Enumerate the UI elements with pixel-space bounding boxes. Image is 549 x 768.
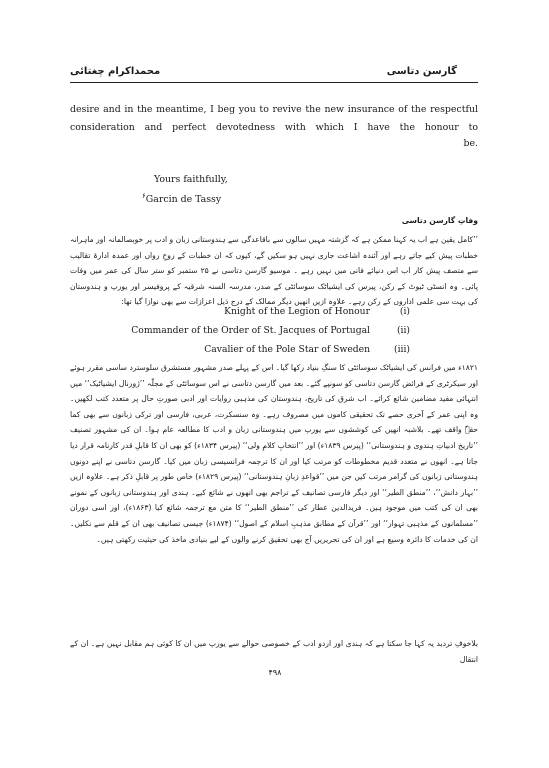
letter-signature [142,192,221,205]
header-rule [70,82,478,83]
honour-item [140,306,410,320]
section-heading: وفاتِ گارسن دتاسی [401,216,478,225]
urdu-paragraph-3: بلاخوفِ تردید یہ کہا جا سکتا ہے کہ ہندی اور اردو ادب کے خصوصی حوالے سے یورپ میں ان کا کوئی ہم مقابل نہیں ہے۔ ان کے انتقال [70,639,478,664]
honour-title: Cavalier of the Pole Star of Sweden [204,344,370,355]
letter-valediction: Yours faithfully, [154,174,228,185]
honour-item [131,325,410,339]
urdu-paragraph-2: ۱۸۲۱ء میں فرانس کی ایشیاٹک سوسائٹی کا سنگِ بنیاد رکھا گیا۔ اس کے پہلے صدر مشہور مستشرق سلوسترد ساسی مقرر ہوئے اور سیکرٹری کے فرائض گارسن دتاسی کو سونپے گئے۔ بعد میں گارسن دتاسی نے اس سوسائٹی کے مجلّہ ’’ژورنال ایشیاٹیک‘‘ میں انتہائی مفید مضامین شائع کرائے۔ اب شرق کی تاریخ، ہندوستان کی مذہبی روایات اور ادبی صورتِ حال پر متعدد کتب لکھیں۔ وہ اپنی عمر کے آخری حصے تک تحقیقی کاموں میں مصروف رہے۔ وہ سنسکرت، عربی، فارسی اور ترکی زبانوں سے بھی کما حقہٗ واقف تھے۔ بلاشبہ انھیں کی کوششوں سے یورپ میں ہندوستانی زبان و ادب کا مطالعہ عام ہوا۔ ان کی مشہور تصنیف ’’تاریخ ادبیاتِ ہندوی و ہندوستانی‘‘ (پیرس ۱۸۳۹ء) اور ’’انتخابِ کلامِ ولی‘‘ (پیرس ۱۸۳۴ء) کو بھی ان کا قابلِ قدر کارنامہ قرار دیا جاتا ہے۔ انھوں نے متعدد قدیم مخطوطات کو مرتب کیا اور ان کا ترجمہ فرانسیسی زبان میں کیا۔ گارسن دتاسی نے اپنے دونوں ہندوستانی زبانوں کی گرامر مرتب کیں جن میں ’’قواعدِ زبانِ ہندوستانی‘‘ (پیرس ۱۸۲۹ء) خاص طور پر قابلِ ذکر ہے۔ علاوہ ازیں ’’بہار دانش‘‘، ’’منطق الطیر‘‘ اور دیگر فارسی تصانیف کے تراجم بھی انھوں نے شائع کیے۔ ہندی اور ہندوستانی زبانوں کے نمونے بھی ان کی کتب میں موجود ہیں۔ فریدالدین عطار کی ’’منطق الطیر‘‘ کا متن مع ترجمہ شائع کیا (۱۸۶۳ء)، اور اسی دوران ’’مسلمانوں کے مذہبی تہوار‘‘ اور ’’قرآن کے مطابق مذہبِ اسلام کے اصول‘‘ (۱۸۷۴ء) جیسی تصانیف بھی ان کے قلم سے نکلیں۔ ان کی خدمات کا دائرہ وسیع ہے اور ان کی تحریریں آج بھی تحقیق کرنے والوں کے لیے بنیادی ماخذ کی حیثیت رکھتی ہیں۔ [70,363,479,544]
letter-closing-paragraph-end: be. [463,138,478,149]
letter-closing-paragraph: desire and in the meantime, I beg you to revive the new insurance of the respectful consideration and perfect devotedness with which I have the honour to [70,104,478,133]
footnote-marker: ۶ [142,192,146,200]
honour-title: Commander of the Order of St. Jacques of Portugal [131,325,370,336]
running-header-author: محمداکرام چغتائی [70,66,161,77]
page-number: ۴۹۸ [268,668,282,677]
honour-item [140,344,410,358]
honour-title: Knight of the Legion of Honour [224,306,370,317]
honour-number: (iii) [394,344,410,355]
signature-text: Garcin de Tassy [145,194,222,206]
honour-number: (ii) [396,325,410,336]
urdu-paragraph-1: ’’کامل یقین ہے اب یہ کہنا ممکن ہے کہ گزشتہ مہیں سالوں سے باقاعدگی سے ہندوستانی زبان و ادب پر خوبصالمانہ اور ماہرانہ خطبات پیش کیے جاتے رہے اور آئندہ اشاعت جاری نہیں ہو سکیں گے، کیوں کہ ان خطبات کے روحِ رواں اور عمدہ ادارۃ تقالیب سے متصف پیش کار اب اس دنیائے فانی میں نہیں رہے ۔ موسیو گارسن دتاسی نے ۲۵ ستمبر کو ستر سال کی عمر میں وفات پائی۔ وہ انسٹی ٹیوٹ کے رکن، پیرس کی ایشیاٹک سوسائٹی کے صدر، مدرسہ السنہ شرقیہ کے پروفیسر اور یورپ و ہندوستان کی بہت سی علمی اداروں کے رکن رہے۔ علاوہ ازیں انھیں دیگر ممالک کے درج ذیل اعزازات سے بھی نوازا گیا تھا: [70,235,478,307]
running-header-title: گارسن دتاسی [386,66,457,77]
honour-number: (i) [399,306,410,317]
